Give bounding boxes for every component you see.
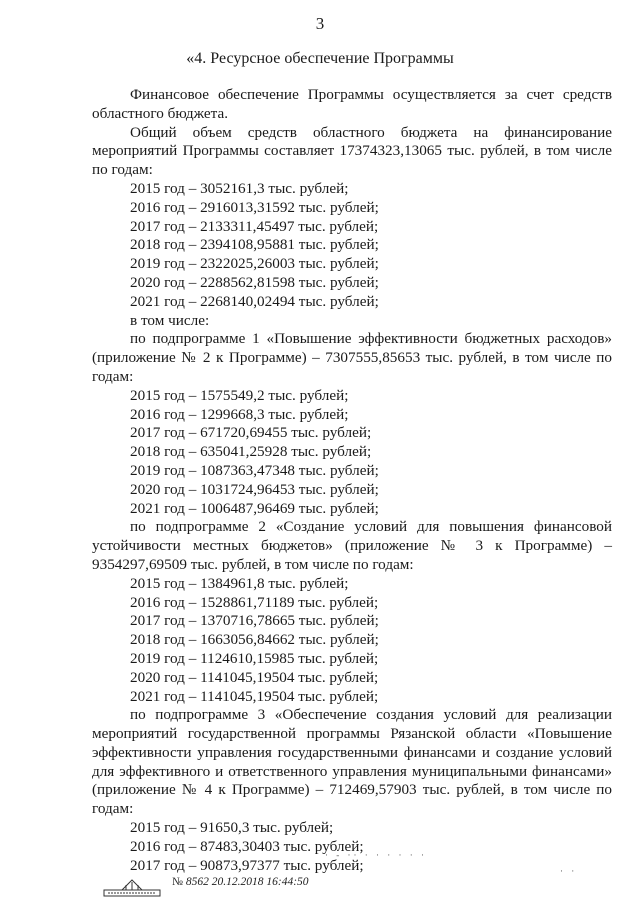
total-year-line: 2016 год – 2916013,31592 тыс. рублей; [130,198,379,216]
subprogram-2-years-list [92,575,612,707]
total-year-line: 2019 год – 2322025,26003 тыс. рублей; [130,255,379,273]
section-title: «4. Ресурсное обеспечение Программы [186,50,454,67]
sub3-year-line: 2016 год – 87483,30403 тыс. рублей; [130,837,364,855]
total-year-line: 2021 год – 2268140,02494 тыс. рублей; [130,292,379,310]
sub2-year-line: 2015 год – 1384961,8 тыс. рублей; [130,574,349,592]
sub2-year-line: 2017 год – 1370716,78665 тыс. рублей; [130,612,379,630]
total-years-list [92,180,612,312]
total-year-line: 2018 год – 2394108,95881 тыс. рублей; [130,236,379,254]
total-year-line: 2020 год – 2288562,81598 тыс. рублей; [130,273,379,291]
sub1-year-line: 2019 год – 1087363,47348 тыс. рублей; [130,461,379,479]
subprogram-1-years-list [92,387,612,519]
scan-artifact-marks: · - ·· · · · · · · [325,850,427,860]
registration-number-date: 8562 20.12.2018 16:44:50 [185,876,309,888]
subprogram-1-paragraph: по подпрограмме 1 «Повышение эффективности бюджетных расходов» (приложение № 2 к Программе) – 7307555,85653 тыс. рублей, в том числе по годам: [92,330,612,385]
subprogram-3-paragraph: по подпрограмме 3 «Обеспечение создания условий для реализации мероприятий государственной программы Рязанской области «Повышение эффективности управления государственными финансами и создание условий для эффективного и ответственного управления муниципальными финансами» (приложение № 4 к Программе) – 712469,57903 тыс. рублей, в том числе по годам: [92,706,612,818]
total-paragraph: Общий объем средств областного бюджета на финансирование мероприятий Программы составляет 17374323,13065 тыс. рублей, в том числе по годам: [92,123,612,179]
sub2-year-line: 2016 год – 1528861,71189 тыс. рублей; [130,593,379,611]
building-logo-icon [102,874,162,898]
including-label: в том числе: [130,311,210,329]
document-registration-stamp [172,876,309,888]
sub1-year-line: 2015 год – 1575549,2 тыс. рублей; [130,386,349,404]
number-sign: № [172,876,183,888]
intro-paragraph: Финансовое обеспечение Программы осуществляется за счет средств областного бюджета. [92,86,612,122]
sub3-year-line: 2017 год – 90873,97377 тыс. рублей; [130,856,364,874]
sub1-year-line: 2017 год – 671720,69455 тыс. рублей; [130,424,372,442]
sub2-year-line: 2020 год – 1141045,19504 тыс. рублей; [130,668,379,686]
sub3-year-line: 2015 год – 91650,3 тыс. рублей; [130,819,334,837]
sub1-year-line: 2020 год – 1031724,96453 тыс. рублей; [130,480,379,498]
document-body [92,86,612,875]
page-number: 3 [315,14,325,33]
sub1-year-line: 2016 год – 1299668,3 тыс. рублей; [130,405,349,423]
total-year-line: 2015 год – 3052161,3 тыс. рублей; [130,179,349,197]
sub1-year-line: 2018 год – 635041,25928 тыс. рублей; [130,443,372,461]
total-year-line: 2017 год – 2133311,45497 тыс. рублей; [130,217,379,235]
sub2-year-line: 2021 год – 1141045,19504 тыс. рублей; [130,687,379,705]
sub2-year-line: 2019 год – 1124610,15985 тыс. рублей; [130,649,379,667]
scan-artifact-marks: · · [560,866,578,876]
sub1-year-line: 2021 год – 1006487,96469 тыс. рублей; [130,499,379,517]
document-footer [0,850,640,902]
subprogram-2-paragraph: по подпрограмме 2 «Создание условий для повышения финансовой устойчивости местных бюджетов» (приложение № 3 к Программе) – 9354297,69509 тыс. рублей, в том числе по годам: [92,518,612,573]
sub2-year-line: 2018 год – 1663056,84662 тыс. рублей; [130,631,379,649]
